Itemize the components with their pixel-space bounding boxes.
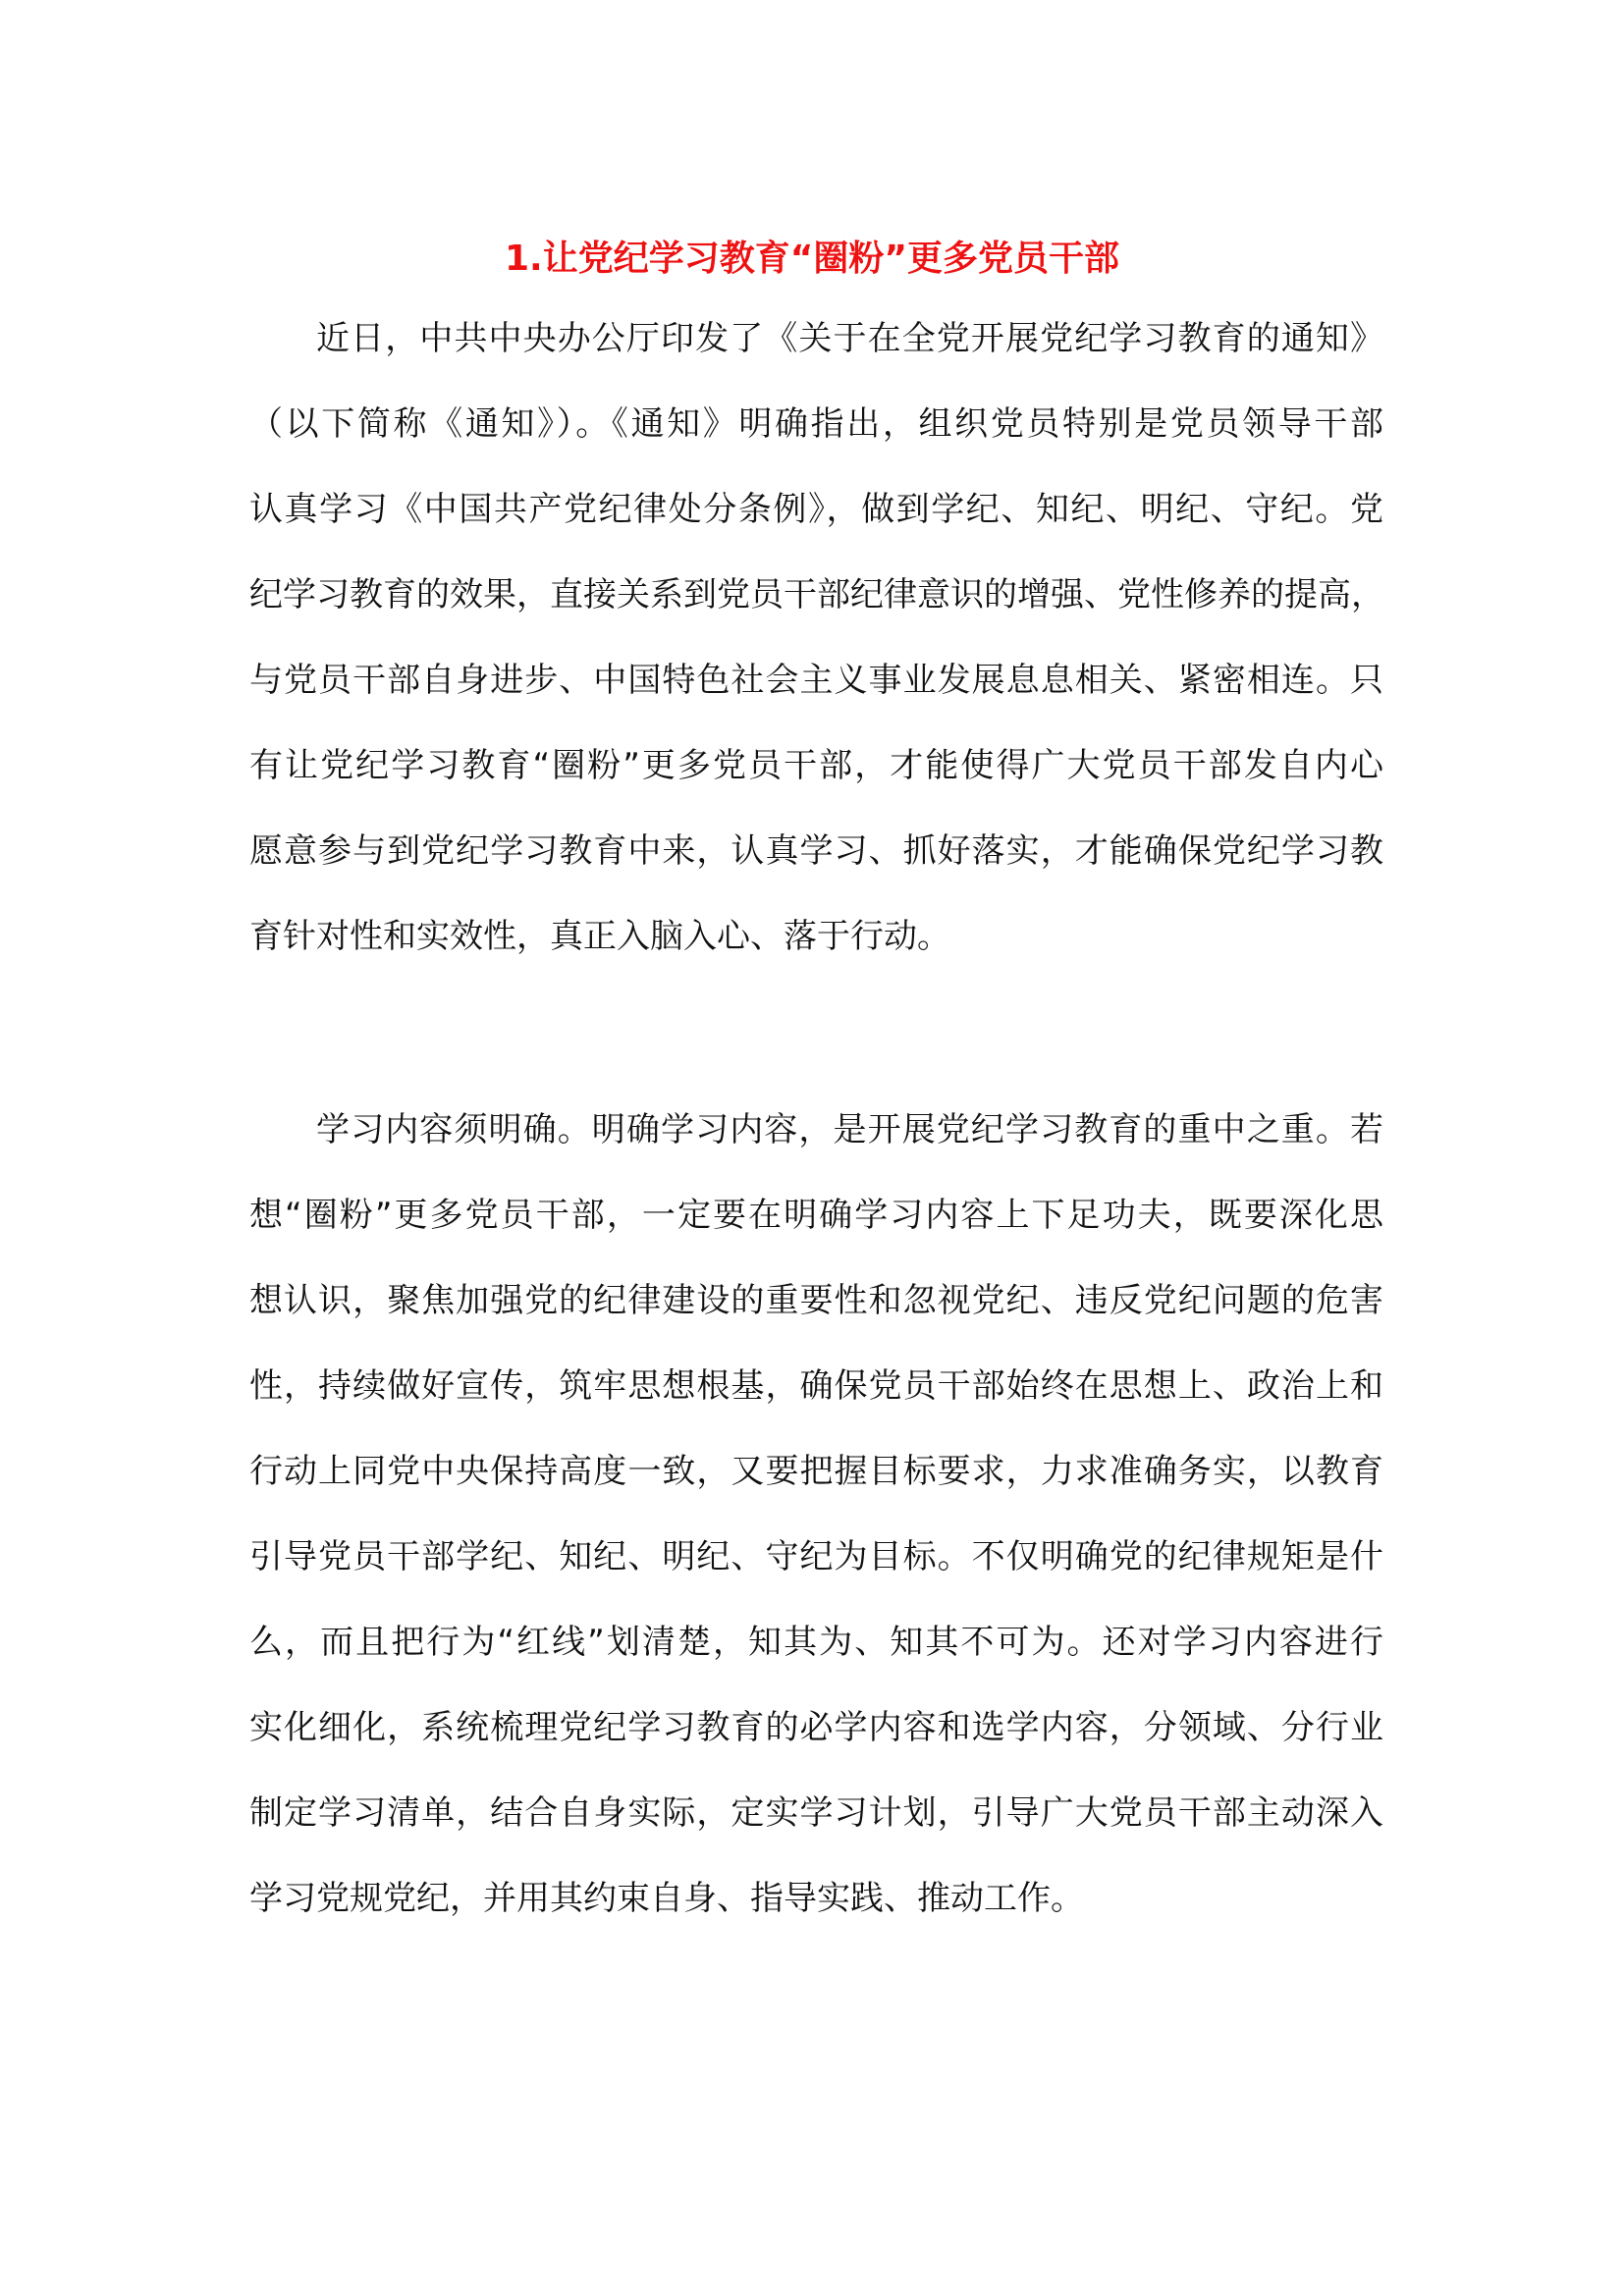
paragraph-line: 纪学习教育的效果，直接关系到党员干部纪律意识的增强、党性修养的提高， <box>249 575 1384 614</box>
paragraph-line: 有让党纪学习教育“圈粉”更多党员干部，才能使得广大党员干部发自内心 <box>249 746 1383 785</box>
paragraph-line: 想“圈粉”更多党员干部，一定要在明确学习内容上下足功夫，既要深化思 <box>249 1196 1383 1235</box>
paragraph-line: 行动上同党中央保持高度一致，又要把握目标要求，力求准确务实，以教育 <box>249 1452 1383 1491</box>
paragraph-line: 认真学习《中国共产党纪律处分条例》，做到学纪、知纪、明纪、守纪。党 <box>249 490 1383 529</box>
paragraph-line: 想认识，聚焦加强党的纪律建设的重要性和忽视党纪、违反党纪问题的危害 <box>249 1281 1383 1320</box>
paragraph-line: （以下简称《通知》）。《通知》明确指出，组织党员特别是党员领导干部 <box>249 404 1383 444</box>
paragraph-line: 近日，中共中央办公厅印发了《关于在全党开展党纪学习教育的通知》 <box>316 319 1383 358</box>
paragraph-2 <box>249 1088 1383 1942</box>
paragraph-line: 实化细化，系统梳理党纪学习教育的必学内容和选学内容，分领域、分行业 <box>249 1708 1383 1747</box>
paragraph-line: 愿意参与到党纪学习教育中来，认真学习、抓好落实，才能确保党纪学习教 <box>249 831 1383 871</box>
paragraph-line: 制定学习清单，结合自身实际，定实学习计划，引导广大党员干部主动深入 <box>249 1793 1383 1833</box>
paragraph-line: 性，持续做好宣传，筑牢思想根基，确保党员干部始终在思想上、政治上和 <box>249 1366 1383 1406</box>
paragraph-1 <box>249 296 1383 980</box>
paragraph-line: 与党员干部自身进步、中国特色社会主义事业发展息息相关、紧密相连。只 <box>249 661 1383 700</box>
paragraph-line: 引导党员干部学纪、知纪、明纪、守纪为目标。不仅明确党的纪律规矩是什 <box>249 1537 1383 1576</box>
document-title: 1.让党纪学习教育“圈粉”更多党员干部 <box>504 239 1120 279</box>
paragraph-line: 么，而且把行为“红线”划清楚，知其为、知其不可为。还对学习内容进行 <box>249 1623 1383 1662</box>
paragraph-line: 育针对性和实效性，真正入脑入心、落于行动。 <box>249 917 950 956</box>
paragraph-line: 学习党规党纪，并用其约束自身、指导实践、推动工作。 <box>249 1879 1084 1918</box>
paragraph-line: 学习内容须明确。明确学习内容，是开展党纪学习教育的重中之重。若 <box>316 1110 1383 1149</box>
